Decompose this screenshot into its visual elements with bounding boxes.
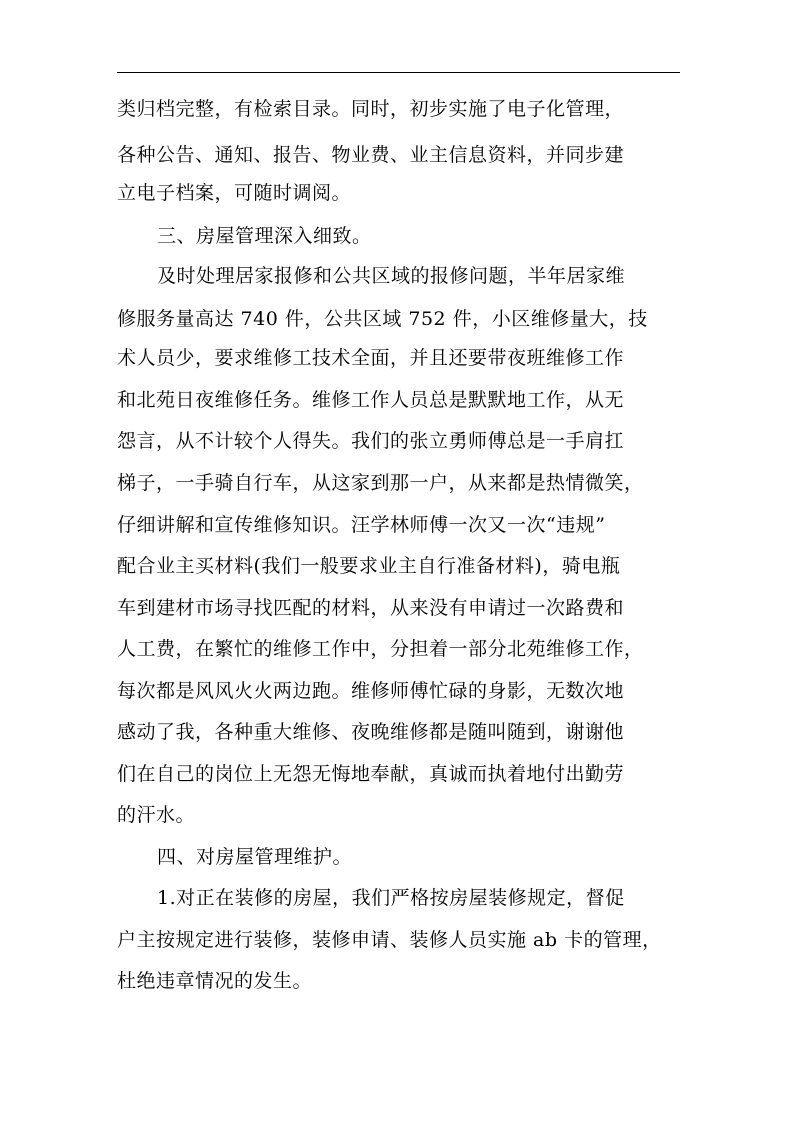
text-line: 及时处理居家报修和公共区域的报修问题，半年居家维 (157, 265, 626, 287)
text-line: 修服务量高达 740 件，公共区域 752 件，小区维修量大，技 (117, 308, 648, 330)
header-rule (117, 72, 680, 73)
text-line: 感动了我，各种重大维修、夜晚维修都是随叫随到，谢谢他 (117, 721, 625, 743)
text-line: 1.对正在装修的房屋，我们严格按房屋装修规定，督促 (157, 887, 625, 909)
section-heading: 三、房屋管理深入细致。 (157, 225, 372, 247)
text-line: 人工费，在繁忙的维修工作中，分担着一部分北苑维修工作， (117, 638, 644, 660)
text-line: 立电子档案，可随时调阅。 (117, 182, 352, 204)
text-line: 的汗水。 (117, 804, 196, 826)
text-line: 们在自己的岗位上无怨无悔地奉献，真诚而执着地付出勤劳 (117, 763, 625, 785)
text-line: 杜绝违章情况的发生。 (117, 970, 313, 992)
text-line: 和北苑日夜维修任务。维修工作人员总是默默地工作，从无 (117, 389, 625, 411)
section-heading: 四、对房屋管理维护。 (157, 846, 353, 868)
text-line: 类归档完整，有检索目录。同时，初步实施了电子化管理， (117, 98, 625, 120)
text-line: 怨言，从不计较个人得失。我们的张立勇师傅总是一手肩扛 (117, 430, 625, 452)
text-line: 车到建材市场寻找匹配的材料，从来没有申请过一次路费和 (117, 597, 625, 619)
text-line: 仔细讲解和宣传维修知识。汪学林师傅一次又一次“违规” (117, 514, 606, 536)
text-line: 各种公告、通知、报告、物业费、业主信息资料，并同步建 (117, 144, 625, 166)
text-line: 户主按规定进行装修，装修申请、装修人员实施 ab 卡的管理， (117, 929, 662, 951)
text-line: 术人员少，要求维修工技术全面，并且还要带夜班维修工作 (117, 347, 625, 369)
text-line: 配合业主买材料(我们一般要求业主自行准备材料)，骑电瓶 (117, 555, 621, 577)
text-line: 梯子，一手骑自行车，从这家到那一户，从来都是热情微笑， (117, 472, 644, 494)
text-line: 每次都是风风火火两边跑。维修师傅忙碌的身影，无数次地 (117, 680, 625, 702)
